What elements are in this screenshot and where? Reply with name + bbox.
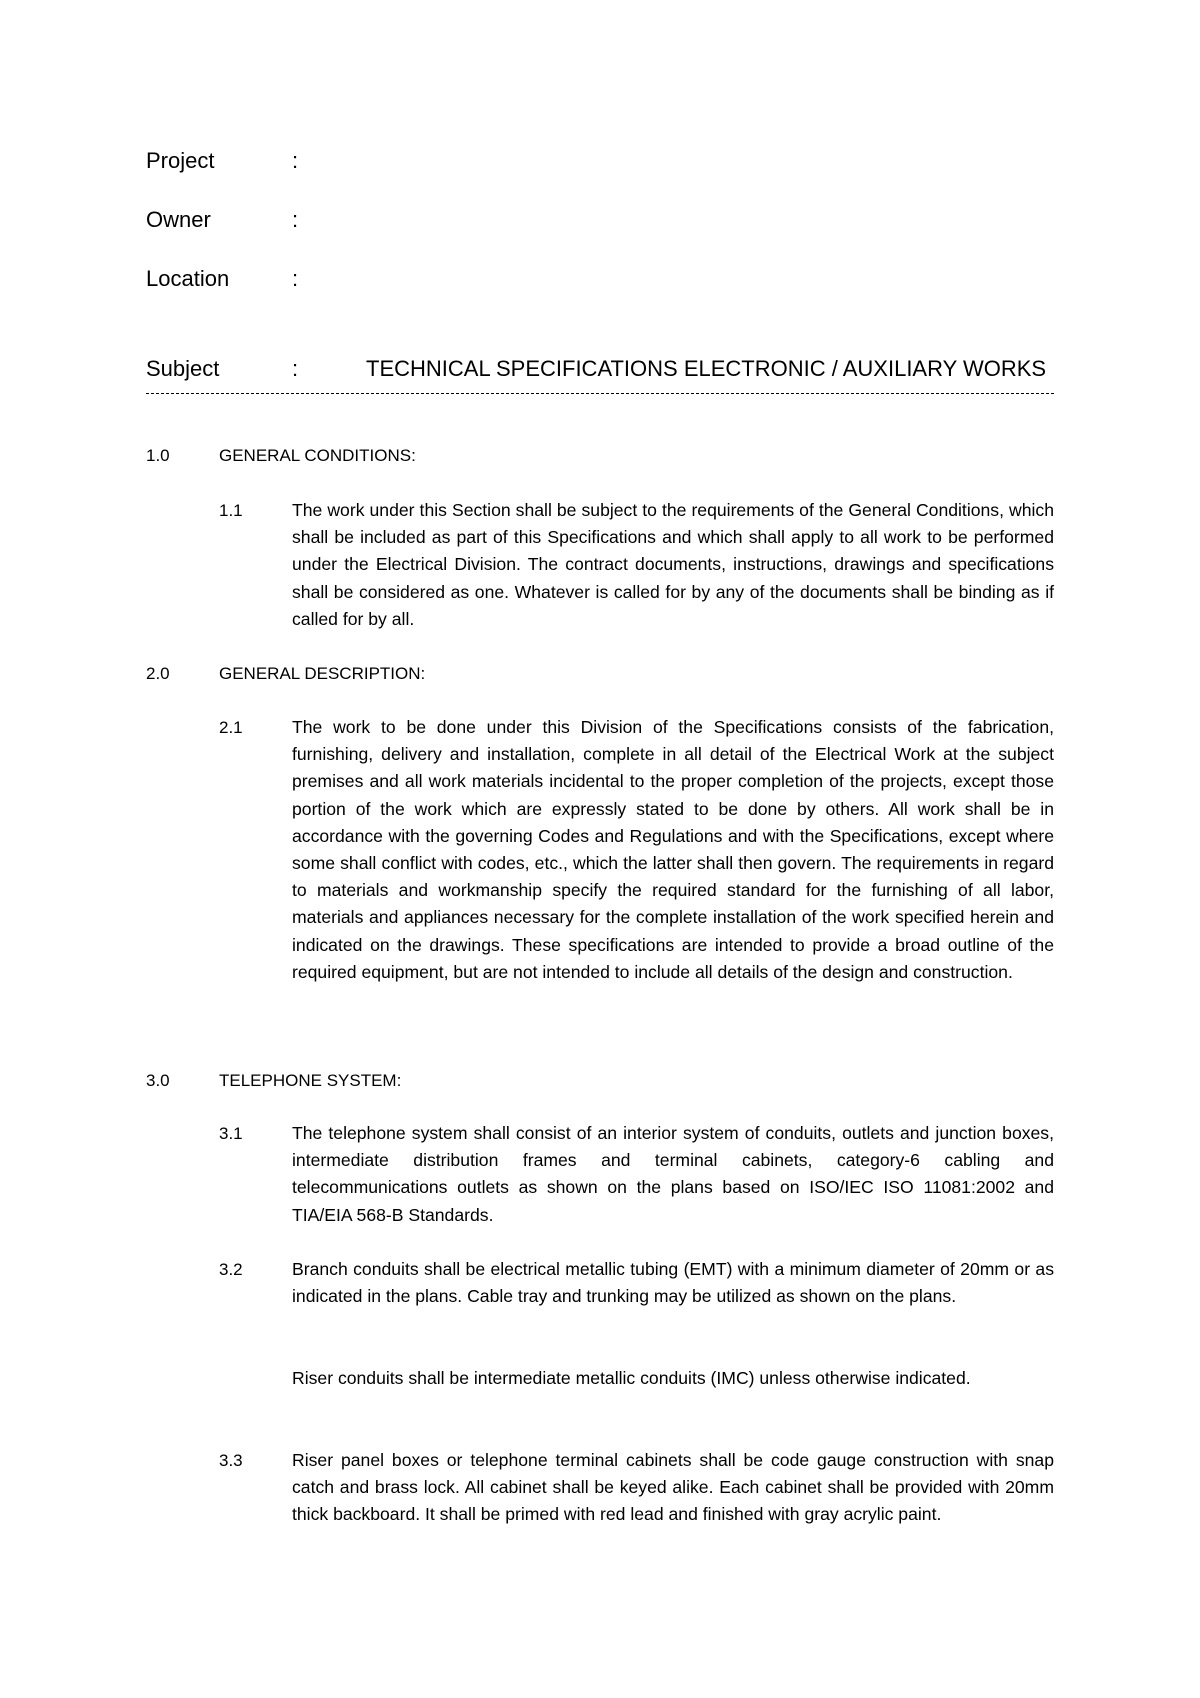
item-paragraph: The telephone system shall consist of an interior system of conduits, outlets and junction boxes, intermediate distribution frames and terminal cabinets, category-6 cabling and telecommunications outlets as shown on the plans based on ISO/IEC ISO 11081:2002 and TIA/EIA 568-B Standards. (292, 1123, 1054, 1225)
section-title: GENERAL CONDITIONS: (219, 446, 416, 465)
dashed-separator (146, 393, 1054, 394)
subject-colon: : (292, 356, 299, 381)
project-colon: : (292, 148, 299, 173)
subject-value: TECHNICAL SPECIFICATIONS ELECTRONIC / AUXILIARY WORKS (366, 356, 1047, 381)
subject-label: Subject (146, 356, 220, 381)
item-number: 1.1 (219, 501, 243, 520)
item-number: 3.1 (219, 1124, 243, 1143)
location-colon: : (292, 266, 299, 291)
item-paragraph: The work under this Section shall be subject to the requirements of the General Conditions, which shall be included as part of this Specifications and which shall apply to all work to be performed under the Electrical Division. The contract documents, instructions, drawings and specifications shall be considered as one. Whatever is called for by any of the documents shall be binding as if called for by all. (292, 500, 1054, 629)
owner-label: Owner (146, 207, 211, 232)
section-number: 2.0 (146, 664, 170, 683)
section-number: 3.0 (146, 1071, 170, 1090)
owner-colon: : (292, 207, 299, 232)
item-number: 3.3 (219, 1451, 243, 1470)
item-paragraph: Branch conduits shall be electrical metallic tubing (EMT) with a minimum diameter of 20mm or as indicated in the plans. Cable tray and trunking may be utilized as shown on the plans. (292, 1259, 1054, 1307)
section-title: GENERAL DESCRIPTION: (219, 664, 426, 683)
item-paragraph: The work to be done under this Division of the Specifications consists of the fabrication, furnishing, delivery and installation, complete in all detail of the Electrical Work at the subject premises and all work materials incidental to the proper completion of the projects, except those portion of the work which are expressly stated to be done by others. All work shall be in accordance with the governing Codes and Regulations and with the Specifications, except where some shall conflict with codes, etc., which the latter shall then govern. The requirements in regard to materials and workmanship specify the required standard for the furnishing of all labor, materials and appliances necessary for the complete installation of the work specified herein and indicated on the drawings. These specifications are intended to provide a broad outline of the required equipment, but are not intended to include all details of the design and construction. (292, 717, 1054, 982)
item-paragraph-continued: Riser conduits shall be intermediate metallic conduits (IMC) unless otherwise indicated. (292, 1368, 971, 1388)
item-number: 2.1 (219, 718, 243, 737)
section-number: 1.0 (146, 446, 170, 465)
location-label: Location (146, 266, 230, 291)
item-paragraph: Riser panel boxes or telephone terminal cabinets shall be code gauge construction with snap catch and brass lock. All cabinet shall be keyed alike. Each cabinet shall be provided with 20mm thick backboard. It shall be primed with red lead and finished with gray acrylic paint. (292, 1450, 1054, 1525)
project-label: Project (146, 148, 215, 173)
item-number: 3.2 (219, 1260, 243, 1279)
section-title: TELEPHONE SYSTEM: (219, 1071, 402, 1090)
